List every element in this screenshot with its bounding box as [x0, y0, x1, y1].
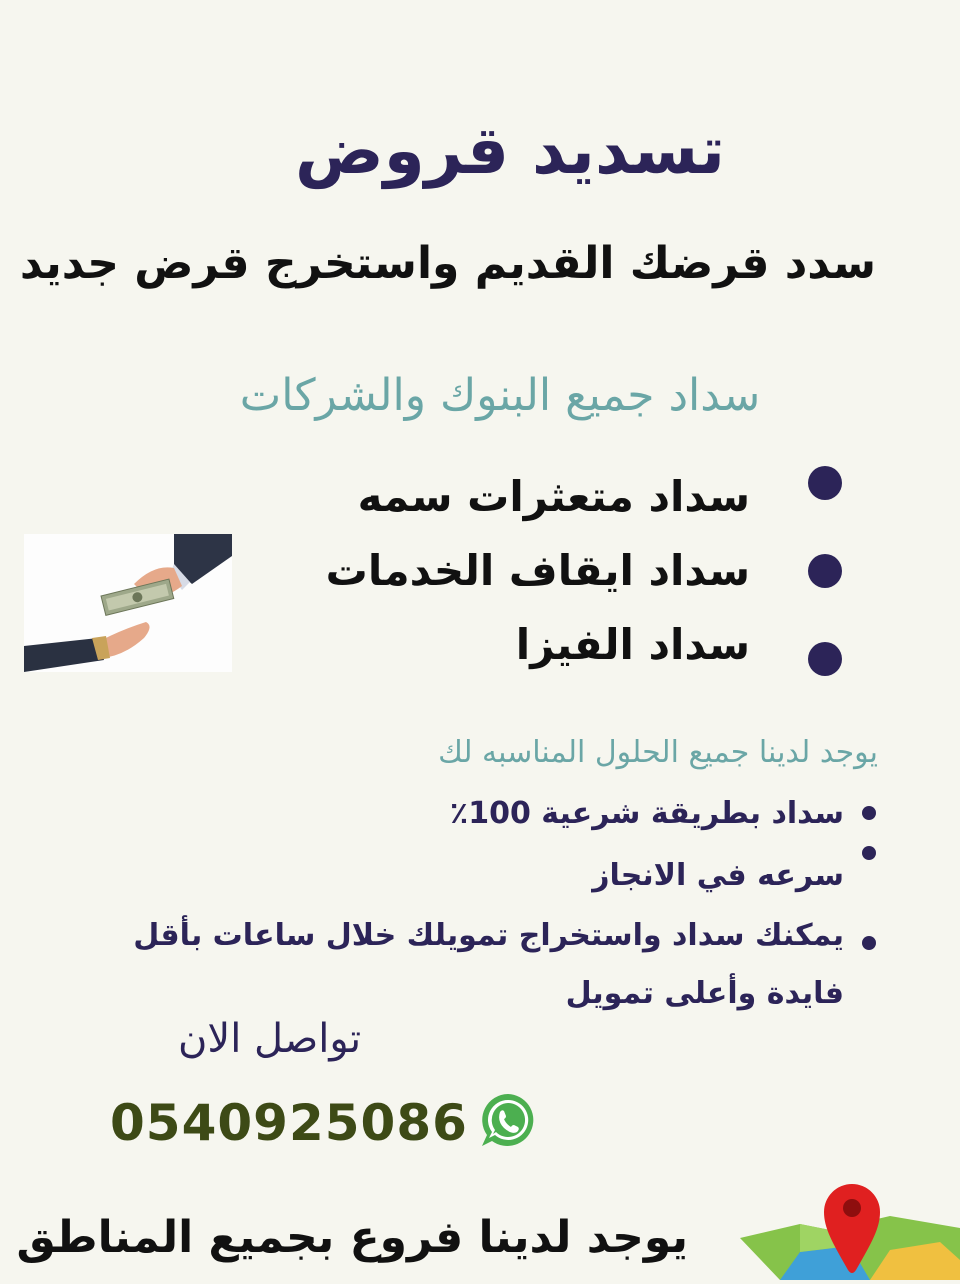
bullet-icon — [808, 466, 842, 500]
bullet-icon — [862, 806, 876, 820]
map-pin-icon — [740, 1180, 960, 1280]
branches-line: يوجد لدينا فروع بجميع المناطق — [16, 1212, 688, 1263]
feature-item: يمكنك سداد واستخراج تمويلك خلال ساعات بأقل — [133, 918, 844, 953]
headline: سدد قرضك القديم واستخرج قرض جديد — [19, 238, 876, 289]
service-item: سداد متعثرات سمه — [357, 472, 750, 521]
money-handover-photo — [24, 534, 232, 672]
solutions-heading: يوجد لدينا جميع الحلول المناسبه لك — [438, 735, 878, 770]
page-title: تسديد قروض — [294, 112, 726, 189]
bullet-icon — [808, 642, 842, 676]
bullet-icon — [808, 554, 842, 588]
service-item: سداد ايقاف الخدمات — [325, 546, 750, 595]
phone-number[interactable]: 0540925086 — [110, 1094, 468, 1152]
feature-item: سداد بطريقة شرعية 100٪ — [449, 796, 844, 831]
feature-item: سرعه في الانجاز — [592, 858, 844, 893]
service-item: سداد الفيزا — [515, 620, 750, 669]
bullet-icon — [862, 936, 876, 950]
whatsapp-icon[interactable] — [478, 1090, 538, 1150]
feature-item-continuation: فايدة وأعلى تمويل — [565, 976, 844, 1011]
bullet-icon — [862, 846, 876, 860]
banks-line: سداد جميع البنوك والشركات — [239, 370, 761, 421]
contact-label: تواصل الان — [178, 1016, 362, 1062]
